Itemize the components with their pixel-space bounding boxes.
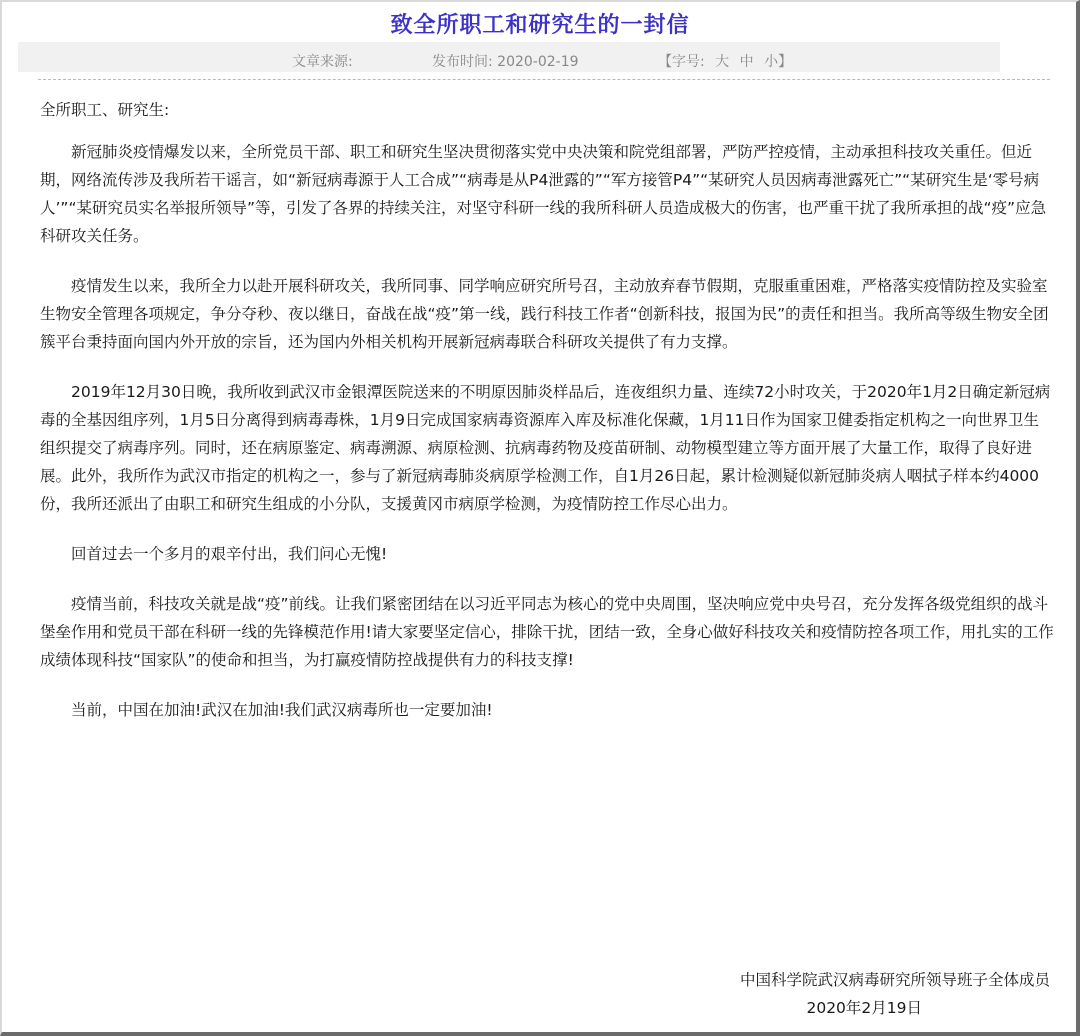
article-body [40, 96, 1054, 746]
font-size-selector [658, 51, 792, 71]
signature-organization: 中国科学院武汉病毒研究所领导班子全体成员 [739, 971, 1050, 989]
paragraph: 当前，中国在加油!武汉在加油!我们武汉病毒所也一定要加油! [71, 701, 493, 719]
font-size-medium-link[interactable]: 中 [739, 54, 754, 70]
dashed-divider [38, 79, 1050, 80]
paragraph: 新冠肺炎疫情爆发以来，全所党员干部、职工和研究生坚决贯彻落实党中央决策和院党组部署，严防严控疫情，主动承担科技攻关重任。但近期，网络流传涉及我所若干谣言，如“新冠病毒源于人工合成”“病毒是从P4泄露的”“军方接管P4”“某研究人员因病毒泄露死亡”“某研究生是‘零号病人’”“某研究员实名举报所领导”等，引发了各界的持续关注，对坚守科研一线的我所科研人员造成极大的伤害，也严重干扰了我所承担的战“疫”应急科研攻关任务。 [40, 143, 1047, 245]
paragraph: 2019年12月30日晚，我所收到武汉市金银潭医院送来的不明原因肺炎样品后，连夜组织力量、连续72小时攻关，于2020年1月2日确定新冠病毒的全基因组序列，1月5日分离得到病毒毒株，1月9日完成国家病毒资源库入库及标准化保藏，1月11日作为国家卫健委指定机构之一向世界卫生组织提交了病毒序列。同时，还在病原鉴定、病毒溯源、病原检测、抗病毒药物及疫苗研制、动物模型建立等方面开展了大量工作，取得了良好进展。此外，我所作为武汉市指定的机构之一，参与了新冠病毒肺炎病原学检测工作，自1月26日起，累计检测疑似新冠肺炎病人咽拭子样本约4000份，我所还派出了由职工和研究生组成的小分队，支援黄冈市病原学检测，为疫情防控工作尽心出力。 [40, 383, 1051, 513]
paragraph: 疫情发生以来，我所全力以赴开展科研攻关，我所同事、同学响应研究所号召，主动放弃春节假期，克服重重困难，严格落实疫情防控及实验室生物安全管理各项规定，争分夺秒、夜以继日，奋战在战“疫”第一线，践行科技工作者“创新科技，报国为民”的责任和担当。我所高等级生物安全团簇平台秉持面向国内外开放的宗旨，还为国内外相关机构开展新冠病毒联合科研攻关提供了有力支撑。 [40, 277, 1049, 351]
publish-date: 发布时间: 2020-02-19 [432, 54, 579, 70]
signature-date: 2020年2月19日 [806, 999, 922, 1017]
salutation: 全所职工、研究生: [40, 101, 170, 119]
signature-block [740, 966, 1050, 1022]
font-size-large-link[interactable]: 大 [715, 54, 730, 70]
font-size-small-link[interactable]: 小】 [764, 54, 793, 70]
article-title: 致全所职工和研究生的一封信 [390, 13, 690, 38]
paragraph: 回首过去一个多月的艰辛付出，我们问心无愧! [71, 545, 388, 563]
article-source: 文章来源: [292, 54, 353, 70]
article-meta-bar [18, 42, 1000, 72]
font-size-label: 【字号: [658, 54, 705, 70]
paragraph: 疫情当前，科技攻关就是战“疫”前线。让我们紧密团结在以习近平同志为核心的党中央周围，坚决响应党中央号召，充分发挥各级党组织的战斗堡垒作用和党员干部在科研一线的先锋模范作用!请大家要坚定信心，排除干扰，团结一致，全身心做好科技攻关和疫情防控各项工作，用扎实的工作成绩体现科技“国家队”的使命和担当，为打赢疫情防控战提供有力的科技支撑! [40, 595, 1054, 669]
